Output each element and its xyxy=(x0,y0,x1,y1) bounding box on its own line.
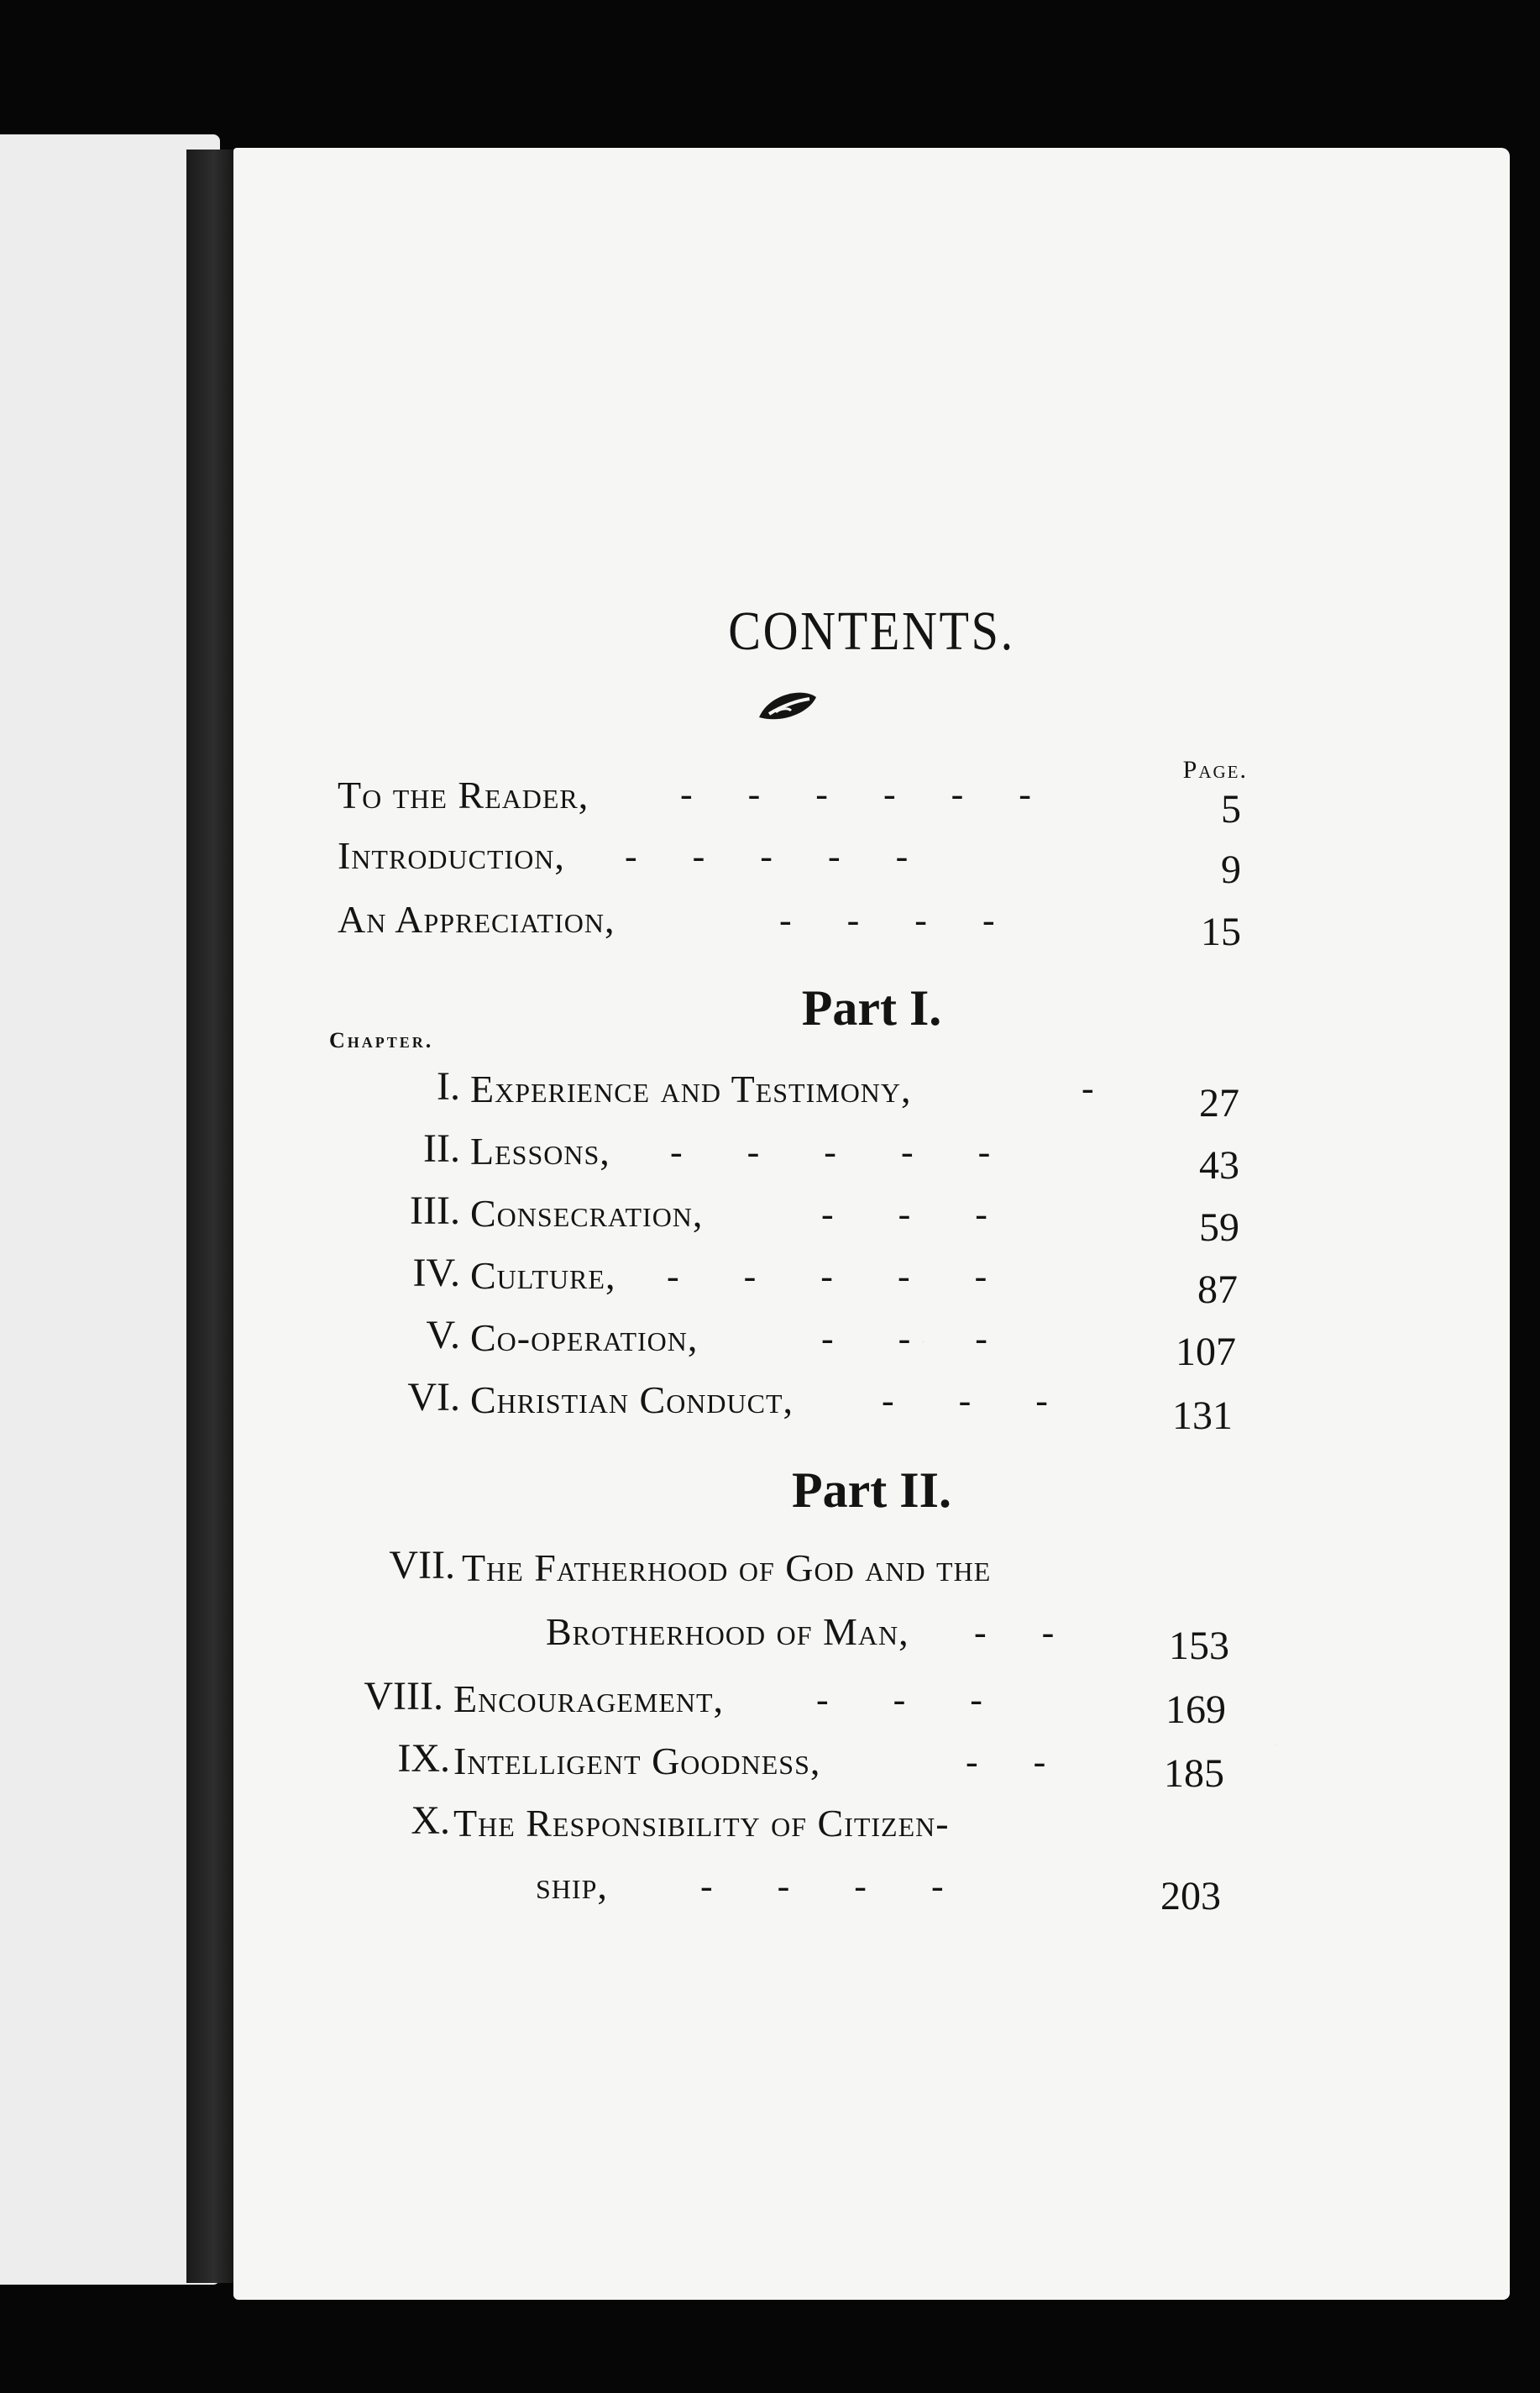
leader-dots: - - xyxy=(974,1612,1055,1653)
leader-dots: - - - - - xyxy=(667,1256,987,1297)
leader-dots: - - - - xyxy=(700,1866,944,1907)
leader-dots: - - - xyxy=(821,1318,987,1359)
toc-page-number: 107 xyxy=(1176,1330,1236,1374)
leader-dots: - xyxy=(1082,1068,1094,1109)
toc-page-number: 185 xyxy=(1164,1751,1224,1796)
toc-page-number: 43 xyxy=(1199,1143,1239,1188)
chapter-numeral: X. xyxy=(411,1798,450,1843)
chapter-numeral: VIII. xyxy=(364,1674,443,1719)
toc-page-number: 87 xyxy=(1197,1267,1238,1312)
toc-page-number: 15 xyxy=(1201,910,1241,954)
leader-dots: - - - xyxy=(821,1194,987,1235)
toc-entry-consecration[interactable]: Consecration, xyxy=(470,1192,704,1235)
part-one-heading: Part I. xyxy=(801,980,942,1036)
ornament-leaf-icon xyxy=(754,687,821,726)
toc-entry-fatherhood-of-god[interactable]: The Fatherhood of God and the xyxy=(462,1546,992,1589)
toc-page-number: 203 xyxy=(1160,1874,1221,1918)
chapter-numeral: V. xyxy=(426,1313,460,1357)
leader-dots: - - - xyxy=(882,1380,1048,1421)
toc-entry-to-the-reader[interactable]: To the Reader, xyxy=(338,774,589,816)
page-column-heading: Page. xyxy=(1182,756,1248,784)
chapter-numeral: VII. xyxy=(389,1543,455,1587)
leader-dots: - - - xyxy=(816,1679,982,1720)
chapter-numeral: I. xyxy=(437,1064,460,1109)
toc-entry-experience-and-testimony[interactable]: Experience and Testimony, xyxy=(470,1068,912,1110)
toc-page-number: 131 xyxy=(1172,1393,1233,1438)
contents-page xyxy=(233,148,1510,2300)
toc-entry-culture[interactable]: Culture, xyxy=(470,1254,616,1297)
book-spine xyxy=(186,150,237,2283)
chapter-column-heading: Chapter. xyxy=(329,1028,434,1052)
toc-entry-an-appreciation[interactable]: An Appreciation, xyxy=(338,898,615,941)
toc-entry-responsibility-of-citizenship[interactable]: The Responsibility of Citizen- xyxy=(453,1802,950,1845)
chapter-numeral: IX. xyxy=(397,1736,450,1781)
contents-body xyxy=(233,148,1510,2300)
leader-dots: - - xyxy=(966,1741,1046,1782)
leader-dots: - - - - - xyxy=(670,1131,991,1173)
chapter-numeral: VI. xyxy=(407,1375,460,1420)
chapter-numeral: IV. xyxy=(412,1251,460,1295)
toc-entry-continuation[interactable]: ship, xyxy=(536,1864,608,1907)
leader-dots: - - - - xyxy=(779,900,995,941)
leader-dots: - - - - - xyxy=(625,836,909,877)
toc-entry-intelligent-goodness[interactable]: Intelligent Goodness, xyxy=(453,1740,821,1782)
toc-page-number: 27 xyxy=(1199,1081,1239,1126)
toc-page-number: 5 xyxy=(1221,787,1241,832)
page-title: CONTENTS. xyxy=(728,601,1015,662)
toc-page-number: 9 xyxy=(1221,848,1241,892)
chapter-numeral: III. xyxy=(410,1189,460,1233)
toc-page-number: 59 xyxy=(1199,1205,1239,1250)
part-two-heading: Part II. xyxy=(792,1462,951,1518)
toc-page-number: 169 xyxy=(1165,1687,1226,1732)
toc-entry-continuation[interactable]: Brotherhood of Man, xyxy=(546,1610,909,1653)
leader-dots: - - - - - - xyxy=(680,774,1031,815)
chapter-numeral: II. xyxy=(423,1126,460,1171)
toc-entry-encouragement[interactable]: Encouragement, xyxy=(453,1677,725,1720)
toc-entry-lessons[interactable]: Lessons, xyxy=(470,1130,610,1173)
toc-entry-introduction[interactable]: Introduction, xyxy=(338,834,565,877)
toc-page-number: 153 xyxy=(1169,1624,1229,1668)
toc-entry-co-operation[interactable]: Co-operation, xyxy=(470,1316,699,1359)
toc-entry-christian-conduct[interactable]: Christian Conduct, xyxy=(470,1378,794,1421)
